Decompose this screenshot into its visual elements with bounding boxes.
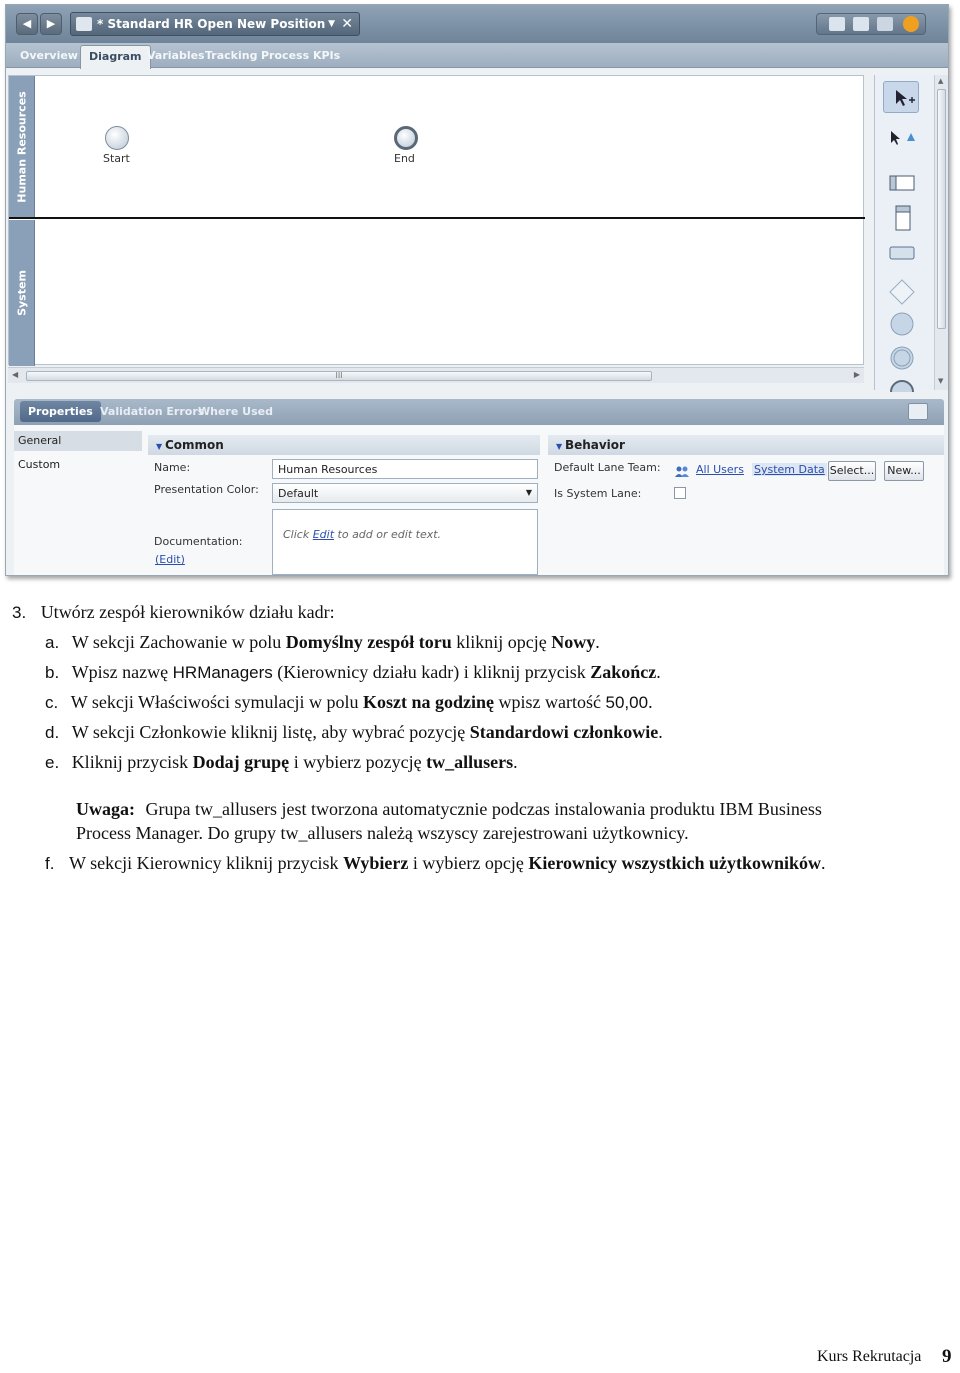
gateway-tool-icon[interactable]: [889, 279, 915, 309]
tab-validation-errors[interactable]: Validation Errors: [100, 405, 205, 418]
presentation-color-label: Presentation Color:: [154, 483, 259, 496]
palette: [874, 75, 936, 390]
selection-tool-icon[interactable]: [883, 81, 919, 113]
step-item-d: d. W sekcji Członkowie kliknij listę, aby wybrać pozycję Standardowi członkowie.: [45, 722, 663, 742]
toolbar-icons: [816, 13, 926, 35]
run-icon[interactable]: [903, 16, 919, 32]
properties-nav: [14, 431, 142, 575]
tab-properties[interactable]: Properties: [20, 401, 101, 422]
behavior-section-header[interactable]: ▼ Behavior: [548, 435, 944, 455]
note-line-2: Process Manager. Do grupy tw_allusers należą wszyscy zarejestrowani użytkownicy.: [76, 823, 689, 843]
lane-team-link[interactable]: All Users: [696, 463, 744, 476]
scroll-down-icon[interactable]: ▼: [938, 377, 944, 385]
system-data-link[interactable]: System Data: [754, 463, 825, 476]
nav-custom[interactable]: Custom: [18, 458, 61, 471]
step-item-e: e. Kliknij przycisk Dodaj grupę i wybierz pozycję tw_allusers.: [45, 752, 518, 772]
editor-tabs: [6, 43, 948, 68]
note-line-1: Uwaga: Grupa tw_allusers jest tworzona automatycznie podczas instalowania produktu IBM Business: [76, 799, 822, 819]
footer-course: Kurs Rekrutacja: [817, 1348, 922, 1365]
milestone-tool-icon[interactable]: [895, 205, 911, 235]
team-icon: [674, 463, 690, 482]
scroll-right-icon[interactable]: ▶: [853, 370, 860, 379]
step-3: 3. Utwórz zespół kierowników działu kadr:: [12, 602, 335, 622]
process-title: * Standard HR Open New Position: [97, 17, 326, 31]
end-event[interactable]: [394, 126, 418, 150]
scroll-up-icon[interactable]: ▲: [938, 77, 944, 85]
step-item-c: c. W sekcji Właściwości symulacji w polu Koszt na godzinę wpisz wartość 50,00.: [45, 692, 653, 712]
lane-header-human-resources[interactable]: Human Resources: [9, 76, 35, 218]
system-lane-label: Is System Lane:: [554, 487, 642, 500]
connect-tool-icon[interactable]: [889, 127, 919, 153]
process-designer-screenshot: [5, 4, 949, 576]
default-lane-team-label: Default Lane Team:: [554, 461, 661, 474]
properties-panel: [14, 425, 944, 575]
chevron-down-icon: ▼: [525, 488, 532, 497]
documentation-area[interactable]: Click Edit to add or edit text.: [272, 509, 538, 575]
nav-general[interactable]: General: [14, 431, 142, 451]
horizontal-scrollbar[interactable]: [8, 367, 864, 383]
tab-where-used[interactable]: Where Used: [198, 405, 273, 418]
page-number: 9: [942, 1346, 952, 1367]
select-button[interactable]: Select...: [828, 461, 876, 481]
snapshot-icon[interactable]: [829, 17, 845, 31]
dropdown-arrow-icon[interactable]: ▼: [328, 19, 335, 29]
start-event-tool-icon[interactable]: [889, 311, 915, 341]
start-event-label: Start: [103, 152, 130, 165]
activity-tool-icon[interactable]: [889, 245, 915, 265]
scroll-left-icon[interactable]: ◀: [12, 370, 19, 379]
lane-header-system[interactable]: System: [9, 220, 35, 366]
new-button[interactable]: New...: [884, 461, 924, 481]
name-label: Name:: [154, 461, 191, 474]
doc-edit-inline-link[interactable]: Edit: [312, 528, 335, 541]
tab-tracking[interactable]: Tracking: [205, 49, 258, 62]
lane-separator: [9, 217, 865, 219]
tab-process-kpis[interactable]: Process KPIs: [261, 49, 341, 62]
properties-tabs: [14, 399, 944, 425]
inspector-icon[interactable]: [877, 17, 893, 31]
step-item-b: b. Wpisz nazwę HRManagers (Kierownicy działu kadr) i kliknij przycisk Zakończ.: [45, 662, 661, 682]
chart-icon[interactable]: [853, 17, 869, 31]
close-icon[interactable]: ✕: [341, 16, 353, 32]
start-event[interactable]: [105, 126, 129, 150]
name-field[interactable]: Human Resources: [272, 459, 538, 479]
vertical-scrollbar[interactable]: [934, 75, 948, 390]
end-event-label: End: [394, 152, 415, 165]
tab-variables[interactable]: Variables: [147, 49, 205, 62]
lane-tool-icon[interactable]: [889, 175, 915, 195]
maximize-properties-icon[interactable]: [908, 403, 928, 420]
scroll-thumb[interactable]: III: [26, 371, 652, 381]
process-icon: [76, 17, 92, 31]
documentation-edit-link[interactable]: (Edit): [155, 553, 185, 566]
step-item-f: f. W sekcji Kierownicy kliknij przycisk Wybierz i wybierz opcję Kierownicy wszystkich użytkowników.: [45, 853, 826, 873]
vertical-scroll-thumb[interactable]: [937, 89, 946, 329]
back-button[interactable]: ◀: [16, 13, 38, 35]
process-title-box[interactable]: [70, 12, 360, 36]
intermediate-event-tool-icon[interactable]: [889, 345, 915, 375]
tab-diagram[interactable]: Diagram: [80, 45, 151, 69]
tab-overview[interactable]: Overview: [20, 49, 78, 62]
diagram-canvas[interactable]: [8, 75, 864, 365]
documentation-label: Documentation:: [154, 535, 243, 548]
step-item-a: a. W sekcji Zachowanie w polu Domyślny zespół toru kliknij opcję Nowy.: [45, 632, 600, 652]
system-lane-checkbox[interactable]: [674, 487, 686, 499]
title-bar: [6, 5, 948, 43]
collapse-icon: ▼: [556, 442, 565, 451]
forward-button[interactable]: ▶: [40, 13, 62, 35]
presentation-color-select[interactable]: Default ▼: [272, 483, 538, 503]
collapse-icon: ▼: [156, 442, 165, 451]
common-section-header[interactable]: ▼ Common: [148, 435, 540, 455]
end-event-tool-icon[interactable]: [889, 377, 915, 396]
